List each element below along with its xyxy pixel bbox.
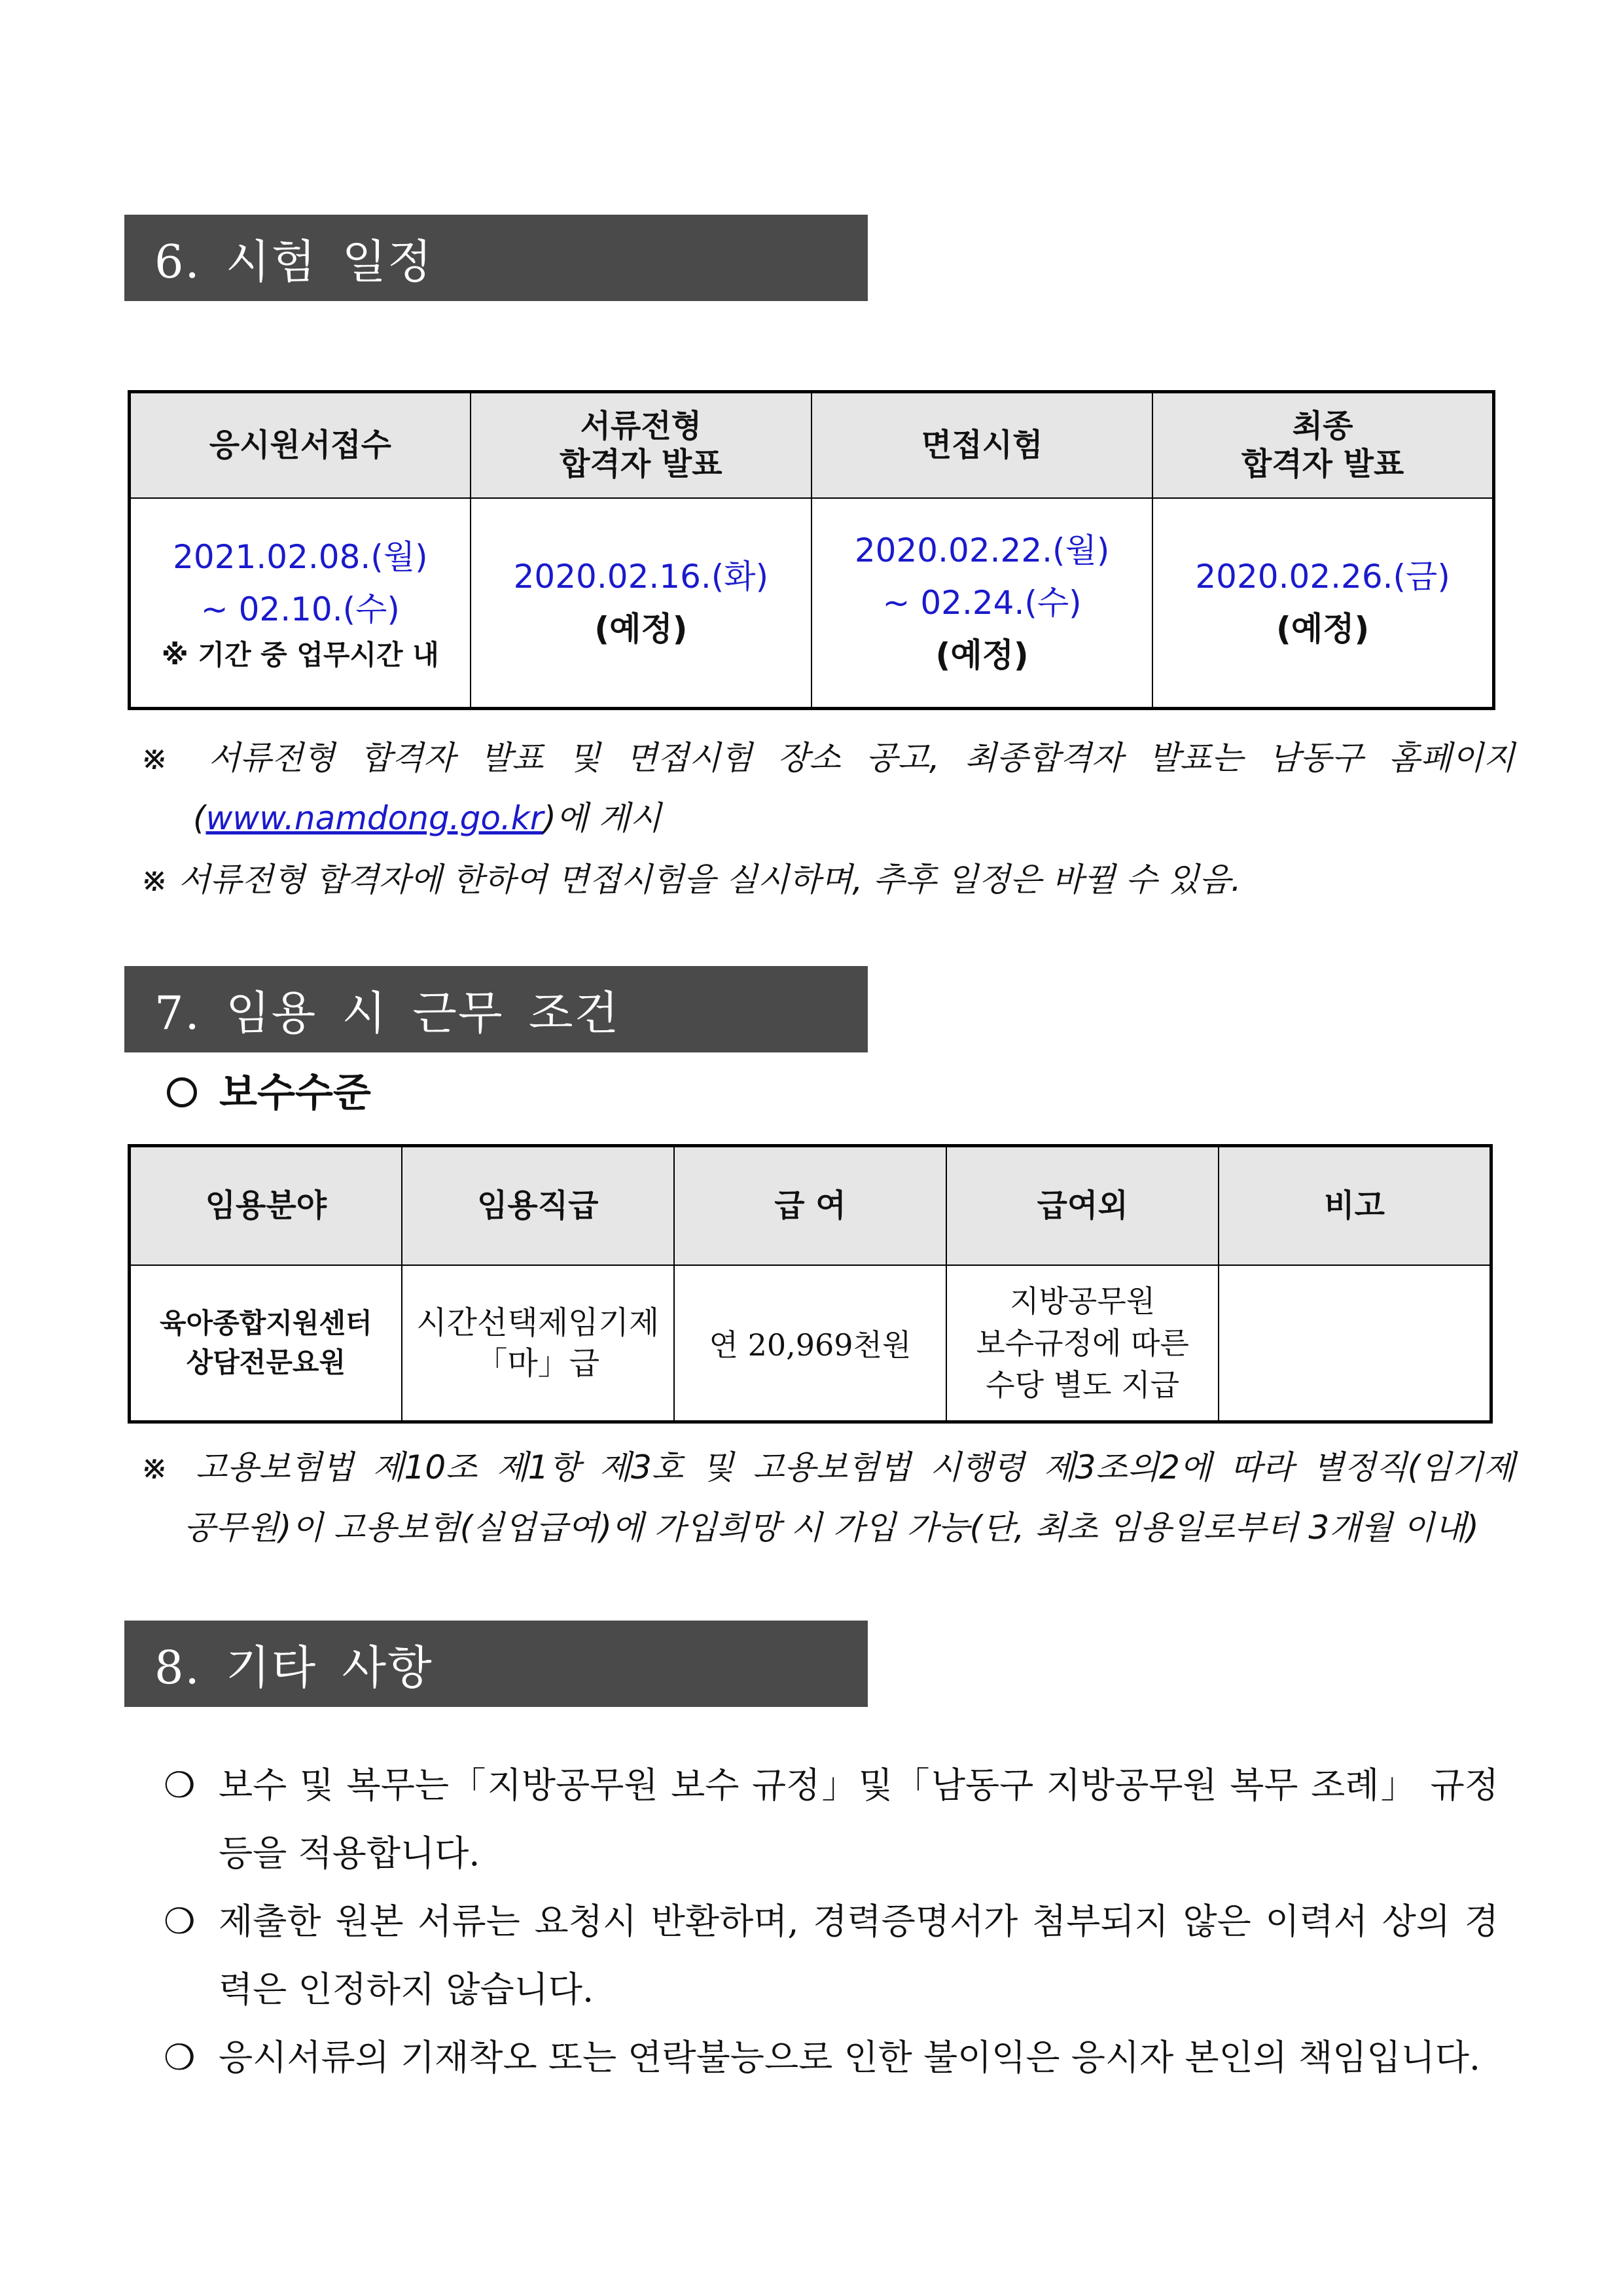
final-result-date: 2020.02.26.(금) xyxy=(1195,557,1450,596)
document-result-date: 2020.02.16.(화) xyxy=(513,557,769,596)
schedule-note-1-cont: (www.namdong.go.kr)에 게시 xyxy=(193,799,662,837)
other-item-2-text: 제출한 원본 서류는 요청시 반환하며, 경력증명서가 첨부되지 않은 이력서 상의 경력은 인정하지 않습니다. xyxy=(219,1901,1499,2010)
schedule-document-result-cell xyxy=(471,498,812,709)
salary-pay-cell: 연 20,969천원 xyxy=(674,1265,946,1422)
salary-header-remark: 비고 xyxy=(1219,1146,1491,1265)
schedule-application-cell xyxy=(130,498,471,709)
other-item-3-text: 응시서류의 기재착오 또는 연락불능으로 인한 불이익은 응시자 본인의 책임입니다. xyxy=(219,2037,1481,2078)
salary-header-pay: 급 여 xyxy=(674,1146,946,1265)
salary-header-field: 임용분야 xyxy=(130,1146,402,1265)
grade-line-1: 시간선택제임기제 xyxy=(416,1304,660,1341)
insurance-note-line-2: 공무원)이 고용보험(실업급여)에 가입희망 시 가입 가능(단, 최초 임용일로부터 3개월 이내) xyxy=(184,1509,1479,1547)
circle-bullet-icon xyxy=(167,1077,197,1107)
other-item-2 xyxy=(164,1888,1499,2024)
interview-end-date: ~ 02.24.(수) xyxy=(882,583,1082,622)
application-hours-note: ※ 기간 중 업무시간 내 xyxy=(161,638,439,671)
salary-extra-cell xyxy=(946,1265,1219,1422)
extra-line-1: 지방공무원 xyxy=(1010,1283,1156,1319)
exam-schedule-table xyxy=(128,390,1495,710)
schedule-header-interview: 면접시험 xyxy=(812,392,1152,498)
application-end-date: ~ 02.10.(수) xyxy=(200,590,400,628)
other-item-3 xyxy=(164,2024,1499,2092)
schedule-header-final-result: 최종 합격자 발표 xyxy=(1152,392,1493,498)
field-line-2: 상담전문요원 xyxy=(186,1346,346,1378)
salary-table xyxy=(128,1144,1493,1424)
other-item-1 xyxy=(164,1751,1499,1888)
schedule-final-result-cell xyxy=(1152,498,1493,709)
salary-subheading: 보수수준 xyxy=(167,1062,371,1118)
interview-tentative: (예정) xyxy=(935,636,1029,674)
circle-bullet-icon: ❍ xyxy=(164,1765,196,1806)
section-6-title: 6. 시험 일정 xyxy=(124,215,868,301)
other-item-1-text: 보수 및 복무는「지방공무원 보수 규정」및「남동구 지방공무원 복무 조례」 규정 등을 적용합니다. xyxy=(219,1765,1499,1874)
insurance-note xyxy=(141,1437,1515,1558)
application-start-date: 2021.02.08.(월) xyxy=(173,537,428,576)
extra-line-2: 보수규정에 따른 xyxy=(976,1325,1189,1361)
section-8-title: 8. 기타 사항 xyxy=(124,1621,868,1707)
schedule-header-application: 응시원서접수 xyxy=(130,392,471,498)
section-7-title: 7. 임용 시 근무 조건 xyxy=(124,966,868,1052)
extra-line-3: 수당 별도 지급 xyxy=(986,1367,1180,1403)
homepage-link[interactable]: www.namdong.go.kr xyxy=(205,799,544,837)
document-result-tentative: (예정) xyxy=(594,609,688,648)
insurance-note-line-1: ※ 고용보험법 제10조 제1항 제3호 및 고용보험법 시행령 제3조의2에 따라 별정직(임기제 xyxy=(141,1448,1515,1486)
circle-bullet-icon: ❍ xyxy=(164,2037,196,2078)
schedule-note-1 xyxy=(141,728,1515,848)
final-result-tentative: (예정) xyxy=(1275,609,1370,648)
field-line-1: 육아종합지원센터 xyxy=(160,1306,372,1339)
salary-header-grade: 임용직급 xyxy=(402,1146,674,1265)
interview-start-date: 2020.02.22.(월) xyxy=(854,531,1110,569)
schedule-header-document-result: 서류전형 합격자 발표 xyxy=(471,392,812,498)
grade-line-2: 「마」급 xyxy=(476,1344,600,1382)
salary-header-extra: 급여외 xyxy=(946,1146,1219,1265)
schedule-note-1-text: ※ 서류전형 합격자 발표 및 면접시험 장소 공고, 최종합격자 발표는 남동구 홈페이지 xyxy=(141,739,1515,777)
salary-grade-cell xyxy=(402,1265,674,1422)
schedule-interview-cell xyxy=(812,498,1152,709)
salary-field-cell xyxy=(130,1265,402,1422)
salary-remark-cell xyxy=(1219,1265,1491,1422)
schedule-note-2: ※ 서류전형 합격자에 한하여 면접시험을 실시하며, 추후 일정은 바뀔 수 있음. xyxy=(141,861,1241,899)
circle-bullet-icon: ❍ xyxy=(164,1901,196,1942)
